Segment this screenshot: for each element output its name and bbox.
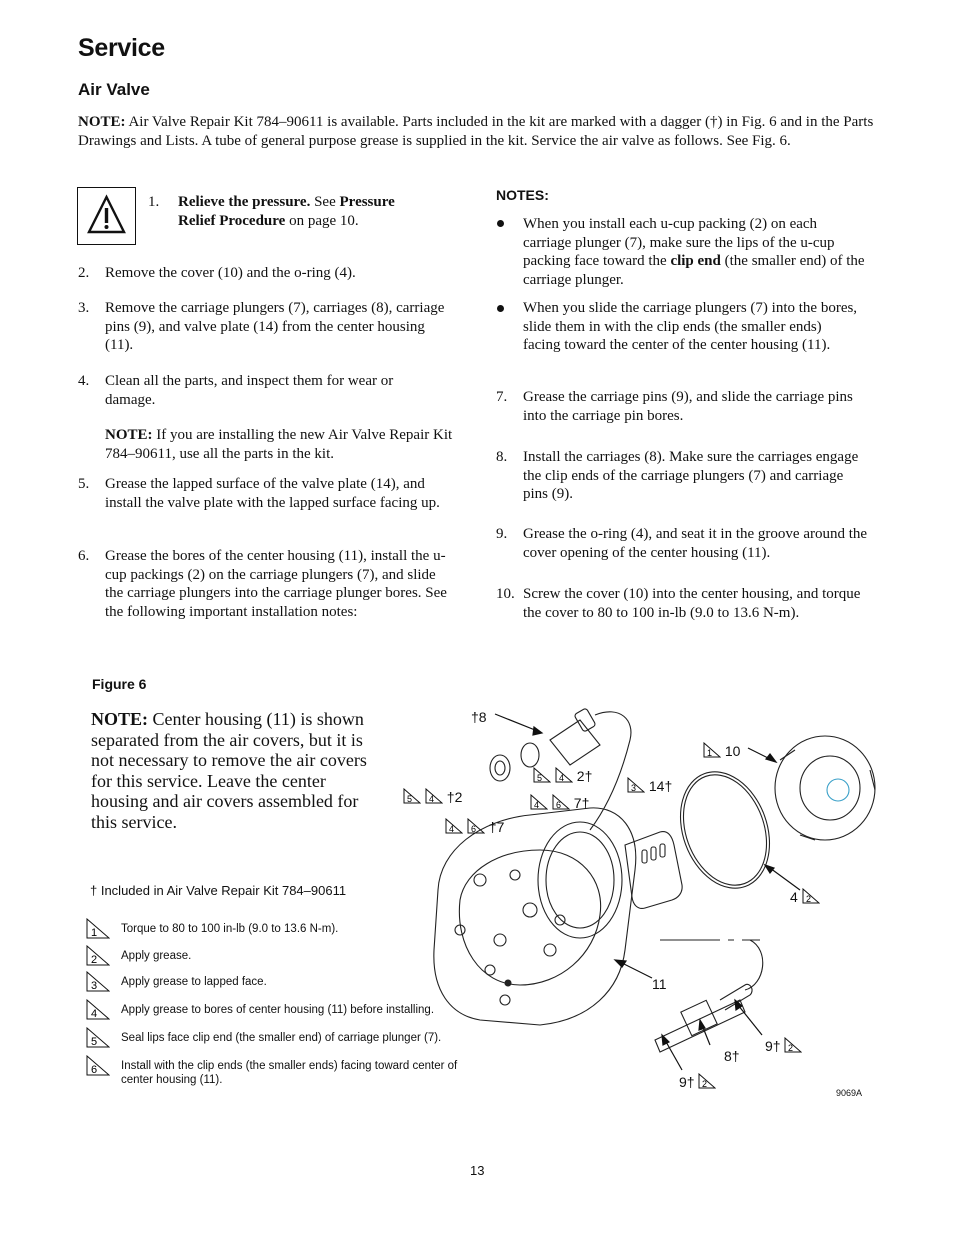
callout-label: 14†	[648, 778, 673, 794]
svg-text:4: 4	[91, 1008, 98, 1020]
callout-11: 11	[652, 976, 667, 992]
intro-note-text: Air Valve Repair Kit 784–90611 is available. Parts included in the kit are marked with a dagger (†) in Fig. 6 and in the Parts Drawings and Lists. A tube of general purpose grease is supplied in the kit. Service the air valve as follows. See Fig. 6.	[78, 114, 874, 149]
ref-triangle-icon	[445, 818, 463, 834]
step-text: Grease the lapped surface of the valve plate (14), and install the valve plate with the lapped surface facing up.	[105, 476, 440, 511]
callout-2-mid	[533, 767, 592, 784]
bullet-dot	[497, 305, 504, 312]
step-number: 1.	[148, 194, 160, 210]
procedure-reference: Pressure Relief Procedure	[178, 194, 395, 229]
callout-9-lower	[679, 1073, 716, 1090]
note-emphasis: clip end	[670, 253, 721, 270]
figure-code: 9069A	[836, 1088, 863, 1098]
step-number: 3.	[78, 300, 90, 316]
svg-text:2: 2	[805, 894, 811, 904]
bullet-dot	[497, 220, 504, 227]
dagger-note: † Included in Air Valve Repair Kit 784–90611	[90, 883, 347, 898]
warning-box	[77, 187, 136, 245]
svg-text:5: 5	[407, 794, 413, 804]
intro-note-label: NOTE:	[78, 114, 126, 130]
intro-note	[78, 113, 878, 151]
step-text: Remove the cover (10) and the o-ring (4).	[105, 265, 356, 281]
svg-text:4: 4	[428, 794, 434, 804]
svg-text:3: 3	[631, 783, 637, 793]
step-text: Screw the cover (10) into the center housing, and torque the cover to 80 to 100 in-lb (9.0 to 13.6 N-m).	[523, 586, 861, 621]
callout-2-left	[403, 788, 462, 805]
step-text: Grease the carriage pins (9), and slide the carriage pins into the carriage pin bores.	[523, 389, 853, 424]
note-bullet-2	[523, 299, 858, 355]
step-1-bold: Relieve the pressure.	[178, 194, 311, 210]
figure-note	[91, 709, 381, 832]
step-4-note	[105, 426, 465, 463]
note-text: (the smaller end) of the carriage plunger.	[523, 253, 865, 289]
figure-note-label: NOTE:	[91, 709, 149, 729]
step-number: 7.	[496, 389, 508, 405]
step-text: Remove the carriage plungers (7), carriages (8), carriage pins (9), and valve plate (14) from the center housing (11).	[105, 300, 445, 354]
legend-text: Apply grease to lapped face.	[121, 976, 267, 988]
callout-label: 7†	[573, 795, 590, 811]
step-number: 9.	[496, 526, 508, 542]
step-1-text: See	[310, 194, 340, 210]
svg-text:5: 5	[91, 1036, 98, 1048]
step-text: Grease the o-ring (4), and seat it in the groove around the cover opening of the center housing (11).	[523, 526, 868, 561]
legend-text: Apply grease to bores of center housing (11) before installing.	[121, 1004, 435, 1016]
svg-text:4: 4	[449, 824, 455, 834]
center-housing	[434, 808, 636, 1025]
svg-text:4: 4	[534, 800, 540, 810]
notes-heading: NOTES:	[496, 187, 549, 203]
callout-label: †7	[488, 819, 505, 835]
callout-label: 4	[790, 889, 798, 905]
svg-text:3: 3	[91, 980, 98, 992]
page-number: 13	[470, 1163, 485, 1178]
ref-triangle-icon	[403, 788, 421, 804]
ref-triangle-icon	[552, 794, 570, 810]
step-number: 6.	[78, 548, 90, 564]
note-label: NOTE:	[105, 427, 153, 443]
page-title: Service	[78, 34, 165, 62]
step-1-page-ref: on page 10.	[285, 212, 359, 229]
step-number: 5.	[78, 476, 90, 492]
callout-10	[703, 742, 740, 759]
step-number: 8.	[496, 449, 508, 465]
callout-7-mid	[530, 794, 589, 811]
callout-label: 10	[724, 743, 741, 759]
ref-triangle-icon	[530, 794, 548, 810]
step-text: Clean all the parts, and inspect them for wear or damage.	[105, 373, 394, 408]
legend-triangle-icon	[86, 1027, 110, 1048]
svg-text:2: 2	[702, 1079, 708, 1089]
ref-triangle-icon	[425, 788, 443, 804]
callout-14	[627, 777, 672, 794]
note-bullet-1	[523, 215, 868, 290]
legend-text: Apply grease.	[121, 950, 192, 962]
step-number: 10.	[496, 586, 515, 602]
note-text: When you install each u-cup packing (2) on each carriage plunger (7), make sure the lips of the u-cup packing face toward the	[523, 216, 835, 270]
svg-text:6: 6	[555, 800, 561, 810]
step-text: Install the carriages (8). Make sure the carriages engage the clip ends of the carriage plungers (7) and carriage pins (9).	[523, 449, 859, 503]
callout-label: 9†	[679, 1074, 695, 1090]
callout-label: 2†	[576, 768, 593, 784]
legend-triangle-icon	[86, 999, 110, 1020]
section-heading: Air Valve	[78, 80, 150, 99]
step-number: 4.	[78, 373, 90, 389]
callout-8-dagger: †8	[471, 709, 487, 725]
ref-triangle-icon	[784, 1037, 802, 1053]
legend-text: Seal lips face clip end (the smaller end) of carriage plunger (7).	[121, 1032, 442, 1044]
svg-text:6: 6	[91, 1064, 98, 1076]
warning-triangle-icon	[78, 188, 135, 244]
svg-text:6: 6	[470, 824, 476, 834]
ref-triangle-icon	[703, 742, 721, 758]
ref-triangle-icon	[627, 777, 645, 793]
note-text: When you slide the carriage plungers (7) into the bores, slide them in with the clip ends (the smaller ends) facing toward the center of the center housing (11).	[523, 300, 858, 354]
legend-triangle-icon	[86, 945, 110, 966]
legend-triangle-icon	[86, 1055, 110, 1076]
svg-text:4: 4	[558, 773, 564, 783]
callout-label: †2	[446, 789, 463, 805]
callout-8-lower: 8†	[724, 1048, 740, 1064]
svg-text:2: 2	[788, 1043, 794, 1053]
legend-text: Torque to 80 to 100 in-lb (9.0 to 13.6 N-m).	[121, 923, 339, 935]
svg-text:1: 1	[91, 927, 98, 939]
legend-text: Install with the clip ends (the smaller ends) facing toward center of center housing (11).	[121, 1060, 458, 1086]
ref-triangle-icon	[698, 1073, 716, 1089]
ref-triangle-icon	[467, 818, 485, 834]
callout-label: 9†	[765, 1038, 781, 1054]
figure-note-text: Center housing (11) is shown separated from the air covers, but it is not necessary to remove the air covers for this service. Leave the center housing and air covers assembled for this service.	[91, 709, 367, 832]
svg-text:5: 5	[537, 773, 543, 783]
step-text: Grease the bores of the center housing (11), install the u-cup packings (2) on the carriage plungers (7), and slide the carriage plungers into the carriage plunger bores. See the following important installation notes:	[105, 548, 447, 621]
callout-9-upper	[765, 1037, 802, 1054]
ref-triangle-icon	[802, 888, 820, 904]
ref-triangle-icon	[555, 767, 573, 783]
step-number: 2.	[78, 265, 90, 281]
legend-triangle-icon	[86, 971, 110, 992]
callout-7-left	[445, 818, 504, 835]
ref-triangle-icon	[533, 767, 551, 783]
o-ring	[665, 759, 785, 900]
valve-plate	[625, 832, 682, 909]
svg-text:2: 2	[91, 954, 98, 966]
legend-triangle-icon	[86, 918, 110, 939]
note-text: If you are installing the new Air Valve Repair Kit 784–90611, use all the parts in the kit.	[105, 427, 453, 462]
callout-4	[790, 888, 820, 905]
svg-text:1: 1	[707, 748, 713, 758]
figure-label: Figure 6	[92, 676, 147, 692]
